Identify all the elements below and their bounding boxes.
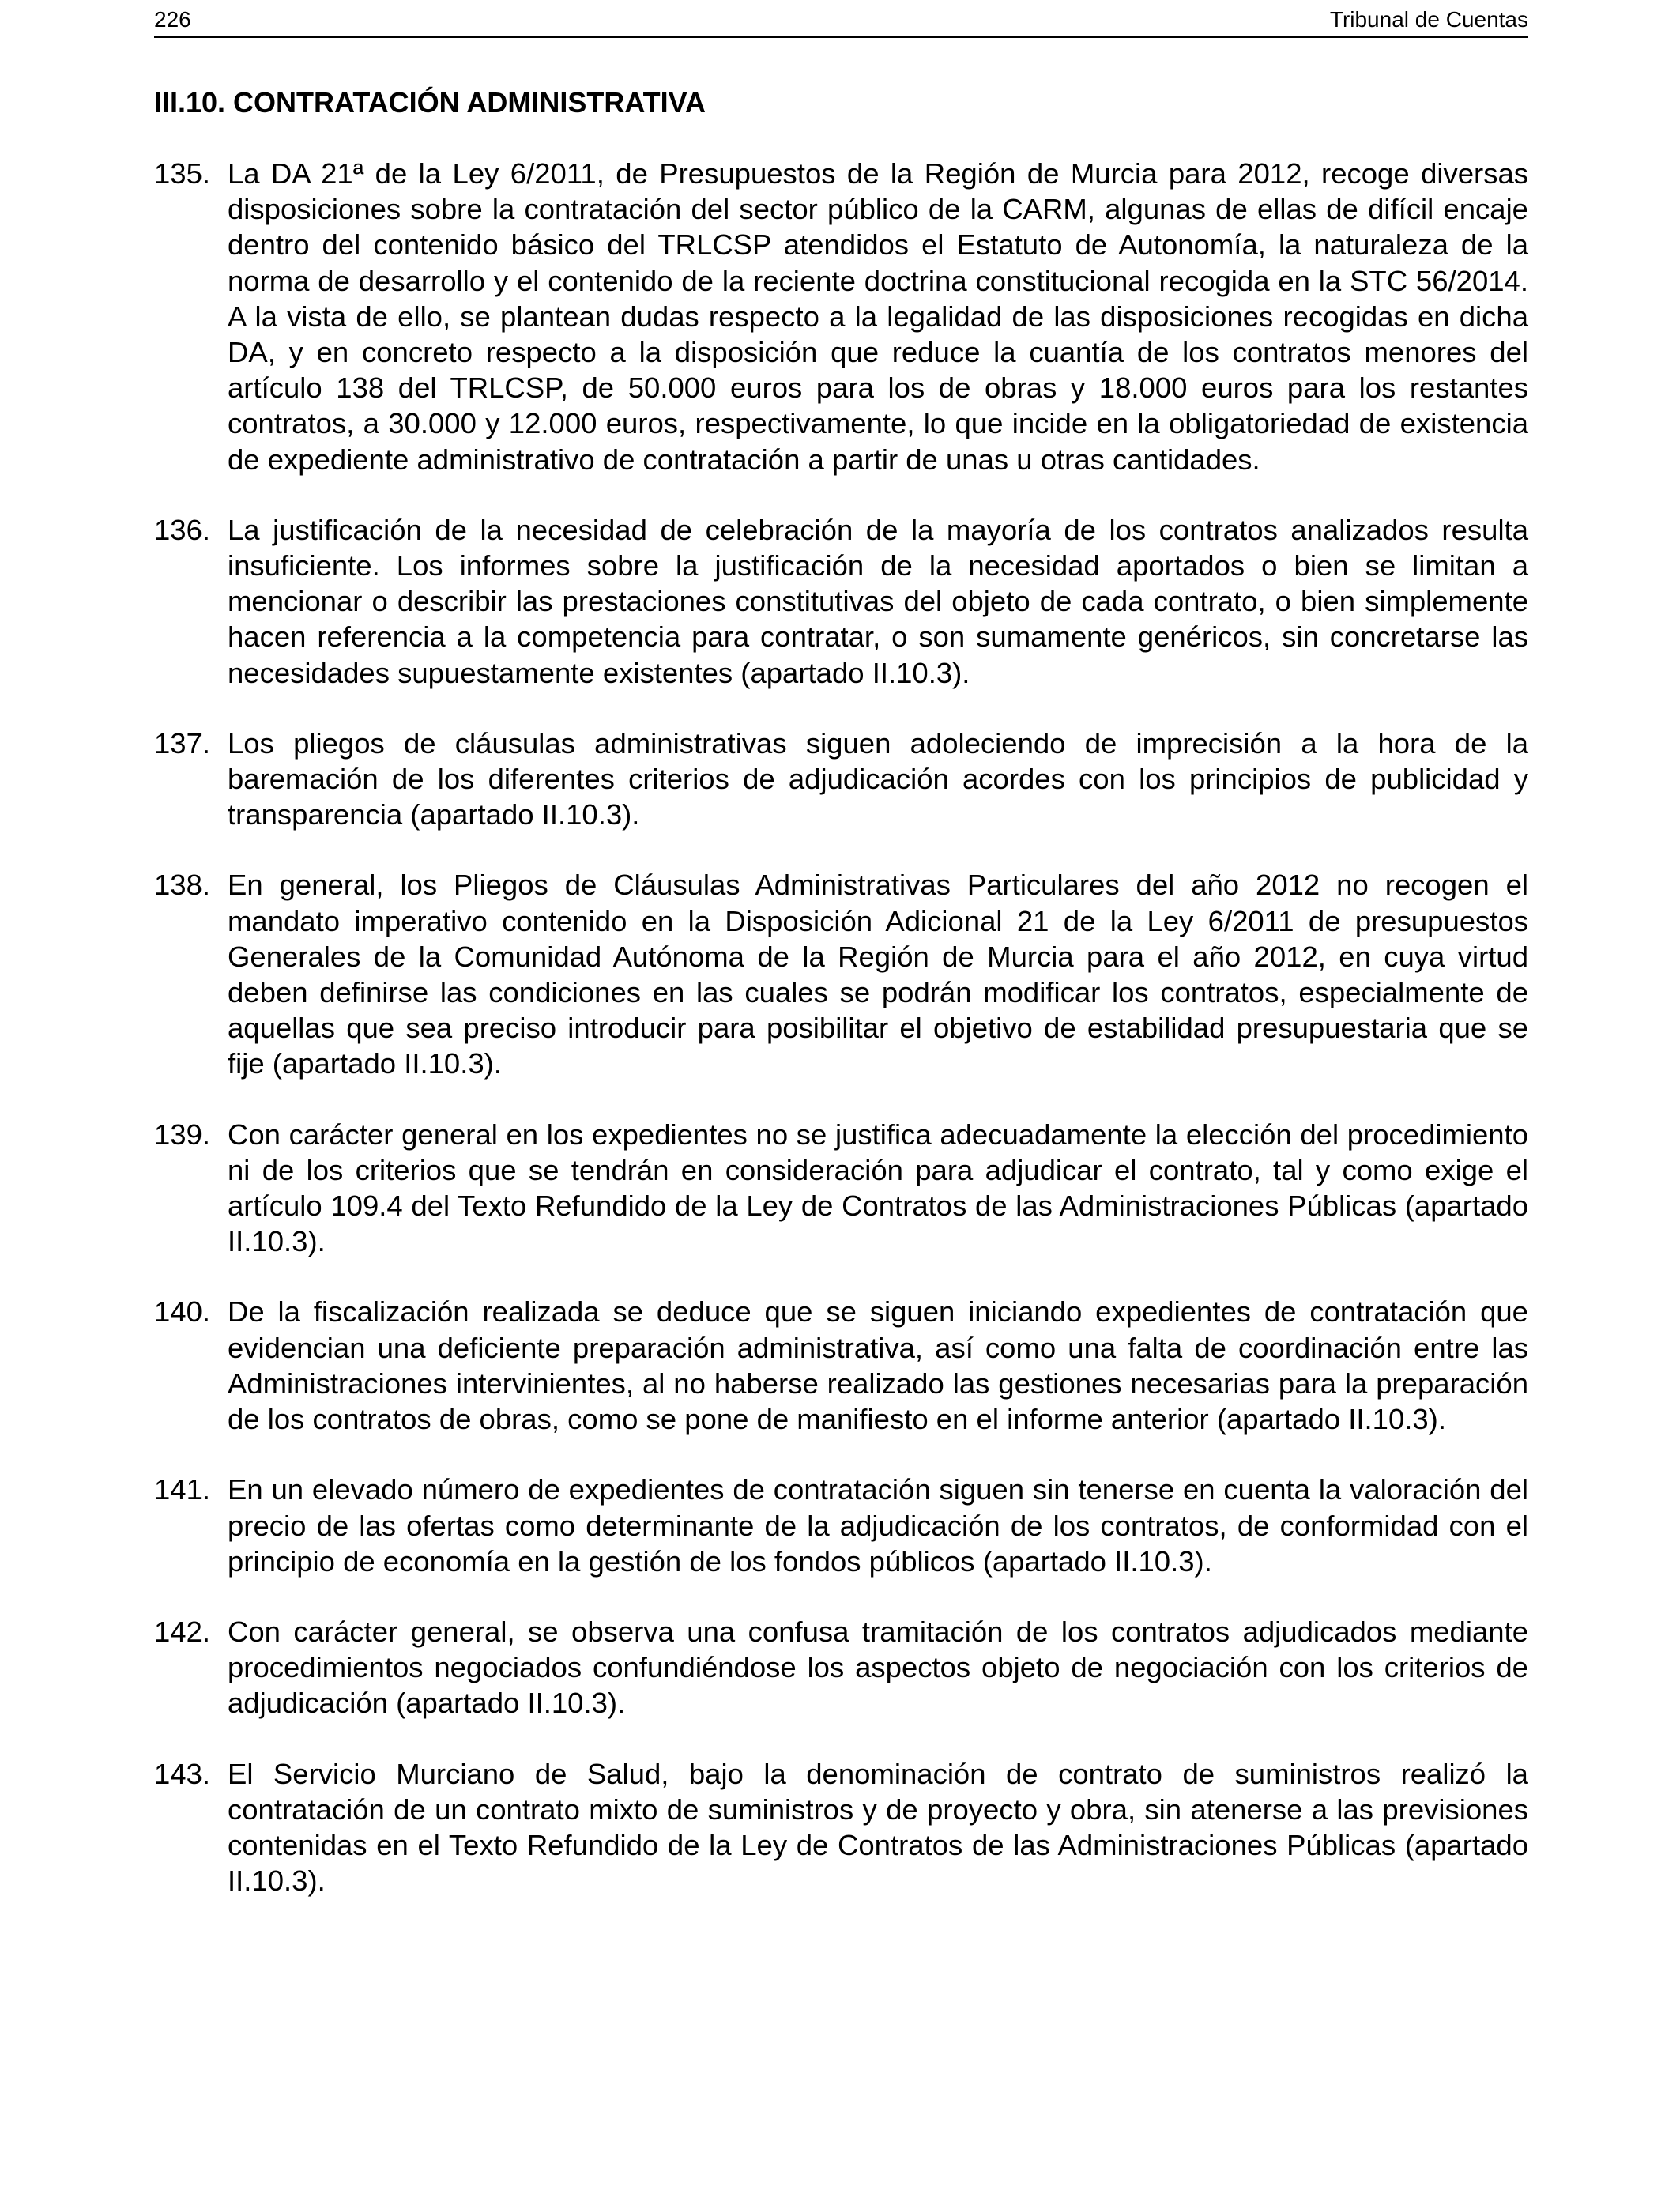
paragraph-number: 137. <box>154 726 211 760</box>
paragraph-number: 138. <box>154 869 211 902</box>
paragraph-136 <box>154 512 1528 691</box>
paragraph-135 <box>154 156 1528 477</box>
paragraph-text: Con carácter general en los expedientes no se justifica adecuadamente la elección del procedimiento ni de los criterios que se tendrán en consideración para adjudicar el contrato, tal y como exige el artículo 109.4 del Texto Refundido de la Ley de Contratos de las Administraciones Públicas (apartado II.10.3). <box>228 1118 1528 1258</box>
paragraph-text: La justificación de la necesidad de celebración de la mayoría de los contratos analizados resulta insuficiente. Los informes sobre la justificación de la necesidad aportados o bien se limitan a mencionar o describir las prestaciones constitutivas del objeto de cada contrato, o bien simplemente hacen referencia a la competencia para contratar, o son sumamente genéricos, sin concretarse las necesidades supuestamente existentes (apartado II.10.3). <box>228 513 1528 689</box>
paragraph-number: 141. <box>154 1473 211 1506</box>
paragraph-140 <box>154 1294 1528 1437</box>
section-title: III.10. CONTRATACIÓN ADMINISTRATIVA <box>154 86 706 119</box>
running-title: Tribunal de Cuentas <box>1329 7 1528 32</box>
paragraph-138 <box>154 867 1528 1081</box>
paragraph-141 <box>154 1472 1528 1579</box>
paragraph-139 <box>154 1117 1528 1260</box>
paragraph-number: 136. <box>154 513 211 546</box>
paragraph-number: 140. <box>154 1295 211 1329</box>
paragraph-text: La DA 21ª de la Ley 6/2011, de Presupuestos de la Región de Murcia para 2012, recoge diversas disposiciones sobre la contratación del sector público de la CARM, algunas de ellas de difícil encaje dentro del contenido básico del TRLCSP atendidos el Estatuto de Autonomía, la naturaleza de la norma de desarrollo y el contenido de la reciente doctrina constitucional recogida en la STC 56/2014. A la vista de ello, se plantean dudas respecto a la legalidad de las disposiciones recogidas en dicha DA, y en concreto respecto a la disposición que reduce la cuantía de los contratos menores del artículo 138 del TRLCSP, de 50.000 euros para los de obras y 18.000 euros para los restantes contratos, a 30.000 y 12.000 euros, respectivamente, lo que incide en la obligatoriedad de existencia de expediente administrativo de contratación a partir de unas u otras cantidades. <box>228 157 1528 476</box>
page-number: 226 <box>154 7 191 32</box>
page-header <box>154 6 1528 38</box>
paragraph-text: Con carácter general, se observa una confusa tramitación de los contratos adjudicados mediante procedimientos negociados confundiéndose los aspectos objeto de negociación con los criterios de adjudicación (apartado II.10.3). <box>228 1615 1528 1720</box>
paragraph-142 <box>154 1614 1528 1721</box>
paragraph-text: El Servicio Murciano de Salud, bajo la denominación de contrato de suministros realizó la contratación de un contrato mixto de suministros y de proyecto y obra, sin atenerse a las previsiones contenidas en el Texto Refundido de la Ley de Contratos de las Administraciones Públicas (apartado II.10.3). <box>228 1757 1528 1898</box>
paragraph-text: De la fiscalización realizada se deduce que se siguen iniciando expedientes de contratación que evidencian una deficiente preparación administrativa, así como una falta de coordinación entre las Administraciones intervinientes, al no haberse realizado las gestiones necesarias para la preparación de los contratos de obras, como se pone de manifiesto en el informe anterior (apartado II.10.3). <box>228 1295 1528 1436</box>
paragraph-list <box>154 156 1528 1933</box>
paragraph-137 <box>154 726 1528 833</box>
paragraph-143 <box>154 1756 1528 1899</box>
paragraph-text: Los pliegos de cláusulas administrativas siguen adoleciendo de imprecisión a la hora de la baremación de los diferentes criterios de adjudicación acordes con los principios de publicidad y transparencia (apartado II.10.3). <box>228 726 1528 831</box>
paragraph-number: 135. <box>154 157 211 190</box>
paragraph-number: 143. <box>154 1757 211 1790</box>
paragraph-number: 142. <box>154 1615 211 1648</box>
paragraph-number: 139. <box>154 1118 211 1151</box>
paragraph-text: En general, los Pliegos de Cláusulas Administrativas Particulares del año 2012 no recogen el mandato imperativo contenido en la Disposición Adicional 21 de la Ley 6/2011 de presupuestos Generales de la Comunidad Autónoma de la Región de Murcia para el año 2012, en cuya virtud deben definirse las condiciones en las cuales se podrán modificar los contratos, especialmente de aquellas que sea preciso introducir para posibilitar el objetivo de estabilidad presupuestaria que se fije (apartado II.10.3). <box>228 869 1528 1080</box>
paragraph-text: En un elevado número de expedientes de contratación siguen sin tenerse en cuenta la valoración del precio de las ofertas como determinante de la adjudicación de los contratos, de conformidad con el principio de economía en la gestión de los fondos públicos (apartado II.10.3). <box>228 1473 1528 1578</box>
